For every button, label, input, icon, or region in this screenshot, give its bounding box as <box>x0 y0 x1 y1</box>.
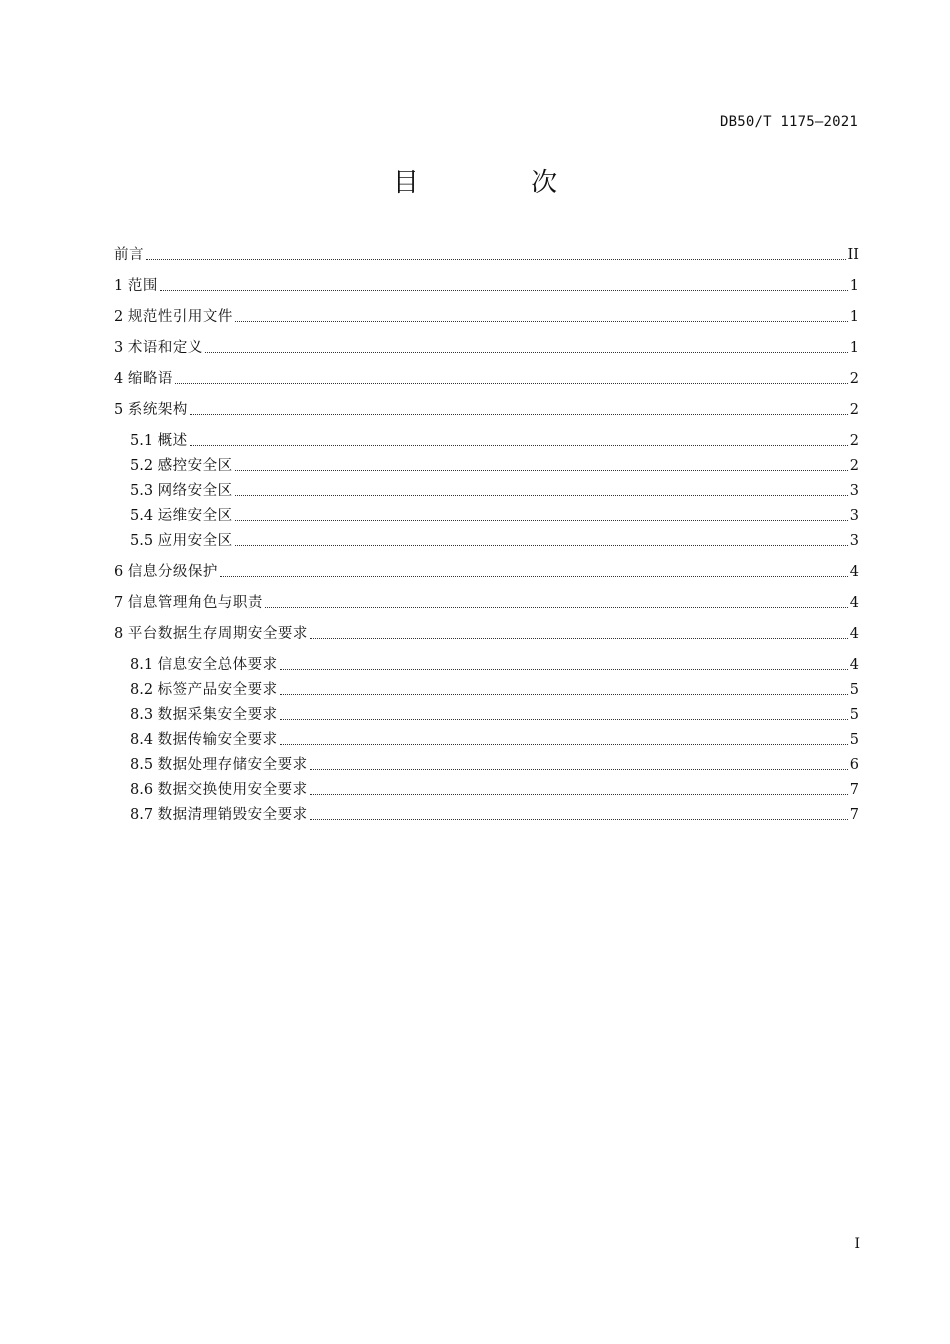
toc-entry-label: 信息安全总体要求 <box>157 657 278 673</box>
toc-entry-label: 系统架构 <box>127 402 188 418</box>
toc-entry-page: 6 <box>849 757 859 773</box>
toc-entry-label: 前言 <box>114 247 144 263</box>
toc-entry-page: 5 <box>849 732 859 748</box>
toc-dot-leader <box>265 607 848 608</box>
toc-dot-leader <box>190 414 848 415</box>
toc-entry-label: 规范性引用文件 <box>127 309 233 325</box>
toc-entry[interactable] <box>130 750 859 774</box>
toc-dot-leader <box>235 545 848 546</box>
toc-entry[interactable] <box>130 650 859 674</box>
document-code: DB50/T 1175—2021 <box>719 114 858 130</box>
toc-entry-number: 3 <box>114 340 128 356</box>
toc-entry-number: 8.6 <box>130 782 158 798</box>
toc-entry-page: 4 <box>849 595 859 611</box>
toc-dot-leader <box>205 352 848 353</box>
toc-entry[interactable] <box>114 588 859 612</box>
toc-entry-number: 5.2 <box>130 458 158 474</box>
toc-entry-number: 2 <box>114 309 128 325</box>
toc-entry-label: 平台数据生存周期安全要求 <box>127 626 308 642</box>
toc-entry-label: 数据清理销毁安全要求 <box>157 807 308 823</box>
toc-entry[interactable] <box>130 476 859 500</box>
toc-entry-number: 5 <box>114 402 128 418</box>
toc-entry[interactable] <box>130 675 859 699</box>
toc-entry-label: 概述 <box>157 433 188 449</box>
toc-entry-number: 1 <box>114 278 128 294</box>
toc-dot-leader <box>310 794 848 795</box>
toc-entry-number: 5.5 <box>130 533 158 549</box>
toc-entry[interactable] <box>114 333 859 357</box>
toc-entry[interactable] <box>114 395 859 419</box>
toc-entry-page: 2 <box>849 402 859 418</box>
toc-dot-leader <box>310 769 848 770</box>
toc-dot-leader <box>280 719 848 720</box>
toc-entry-page: 1 <box>849 340 859 356</box>
toc-entry[interactable] <box>130 700 859 724</box>
toc-entry-page: 2 <box>849 371 859 387</box>
toc-entry-number: 8.4 <box>130 732 158 748</box>
toc-entry[interactable] <box>130 526 859 550</box>
toc-entry-label: 应用安全区 <box>157 533 233 549</box>
toc-dot-leader <box>235 321 848 322</box>
toc-entry[interactable] <box>130 501 859 525</box>
toc-dot-leader <box>280 744 848 745</box>
toc-entry-number: 8.1 <box>130 657 158 673</box>
toc-entry-page: II <box>847 247 859 263</box>
toc-entry-label: 网络安全区 <box>157 483 233 499</box>
toc-entry[interactable] <box>130 800 859 824</box>
toc-entry-label: 数据传输安全要求 <box>157 732 278 748</box>
toc-dot-leader <box>220 576 848 577</box>
toc-entry-label: 术语和定义 <box>127 340 203 356</box>
toc-entry-label: 运维安全区 <box>157 508 233 524</box>
toc-entry-number: 5.4 <box>130 508 158 524</box>
toc-entry[interactable] <box>130 775 859 799</box>
toc-entry-label: 标签产品安全要求 <box>157 682 278 698</box>
toc-entry[interactable] <box>114 271 859 295</box>
toc-dot-leader <box>235 470 848 471</box>
toc-entry[interactable] <box>114 619 859 643</box>
toc-entry-number: 5.3 <box>130 483 158 499</box>
toc-dot-leader <box>235 495 848 496</box>
toc-entry-label: 数据交换使用安全要求 <box>157 782 308 798</box>
toc-dot-leader <box>310 819 848 820</box>
toc-entry-number: 4 <box>114 371 128 387</box>
toc-entry[interactable] <box>114 302 859 326</box>
toc-entry-label: 缩略语 <box>127 371 173 387</box>
toc-entry[interactable] <box>130 451 859 475</box>
toc-dot-leader <box>190 445 848 446</box>
toc-dot-leader <box>235 520 848 521</box>
toc-entry-page: 2 <box>849 433 859 449</box>
toc-dot-leader <box>146 259 846 260</box>
toc-entry-number: 6 <box>114 564 128 580</box>
toc-entry[interactable] <box>114 240 859 264</box>
toc-entry[interactable] <box>114 557 859 581</box>
toc-entry-page: 3 <box>849 483 859 499</box>
toc-title: 目 次 <box>392 168 610 198</box>
toc-entry-page: 2 <box>849 458 859 474</box>
toc-entry-page: 5 <box>849 707 859 723</box>
toc-entry-label: 信息分级保护 <box>127 564 218 580</box>
toc-entry-label: 数据处理存储安全要求 <box>157 757 308 773</box>
toc-entry-number: 8.7 <box>130 807 158 823</box>
toc-entry-number: 5.1 <box>130 433 158 449</box>
toc-entry-label: 数据采集安全要求 <box>157 707 278 723</box>
toc-entry-page: 4 <box>849 564 859 580</box>
toc-dot-leader <box>280 669 848 670</box>
toc-entry-page: 1 <box>849 278 859 294</box>
toc-entry-page: 5 <box>849 682 859 698</box>
toc-entry-page: 7 <box>849 807 859 823</box>
toc-entry-page: 4 <box>849 626 859 642</box>
toc-entry[interactable] <box>130 725 859 749</box>
toc-dot-leader <box>310 638 848 639</box>
toc-entry-number: 8 <box>114 626 128 642</box>
toc-entry-page: 7 <box>849 782 859 798</box>
toc-entry-label: 范围 <box>127 278 158 294</box>
toc-entry-number: 8.5 <box>130 757 158 773</box>
toc-entry-page: 3 <box>849 533 859 549</box>
toc-dot-leader <box>175 383 848 384</box>
toc-entry-label: 信息管理角色与职责 <box>127 595 263 611</box>
toc-entry[interactable] <box>130 426 859 450</box>
toc-entry-number: 7 <box>114 595 128 611</box>
toc-entry-page: 3 <box>849 508 859 524</box>
toc-entry-page: 4 <box>849 657 859 673</box>
toc-entry-page: 1 <box>849 309 859 325</box>
toc-entry-number: 8.3 <box>130 707 158 723</box>
toc-entry-number: 8.2 <box>130 682 158 698</box>
toc-entry[interactable] <box>114 364 859 388</box>
toc-dot-leader <box>160 290 848 291</box>
toc-entry-label: 感控安全区 <box>157 458 233 474</box>
toc-dot-leader <box>280 694 848 695</box>
page-number: I <box>854 1236 860 1252</box>
